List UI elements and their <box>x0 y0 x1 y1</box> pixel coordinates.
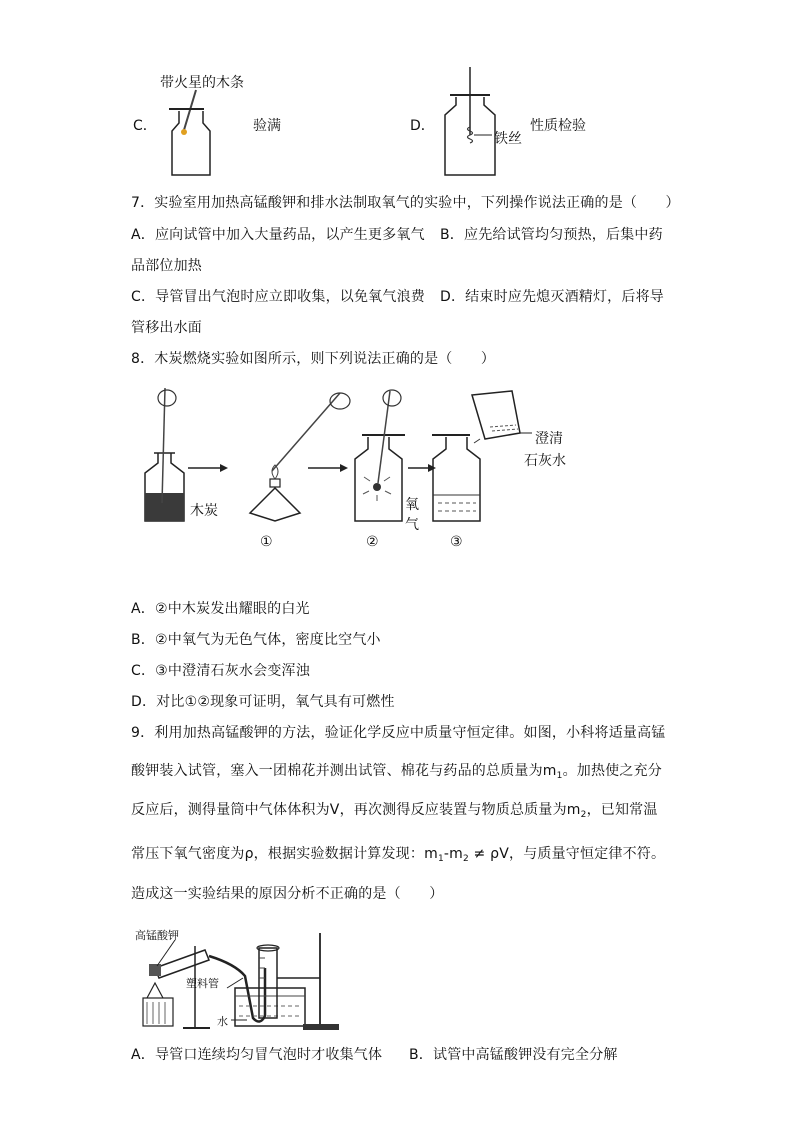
step-3-label: ③ <box>450 534 463 550</box>
question-9-line3: 反应后，测得量筒中气体体积为V，再次测得反应装置与物质总质量为$m_2$，已知常温 <box>131 802 658 820</box>
q8-option-d: D．对比①②现象可证明，氧气具有可燃性 <box>131 694 395 710</box>
step-2-label: ② <box>366 534 379 550</box>
alcohol-lamp <box>250 393 350 521</box>
q8-option-a: A．②中木炭发出耀眼的白光 <box>131 601 310 617</box>
option-d-letter: D． <box>410 118 435 134</box>
water-label: 水 <box>217 1015 228 1028</box>
q7-option-d-line1: D．结束时应先熄灭酒精灯，后将导 <box>440 289 664 305</box>
option-d-text: 性质检验 <box>530 118 586 134</box>
step-1-label: ① <box>260 534 273 550</box>
oxygen-label-2: 气 <box>405 517 419 533</box>
option-c-letter: C． <box>133 118 157 134</box>
charcoal-label: 木炭 <box>190 503 218 519</box>
question-8-stem: 8．木炭燃烧实验如图所示，则下列说法正确的是（ ） <box>131 351 496 367</box>
charcoal-jar <box>145 388 184 521</box>
kmno4-label: 高锰酸钾 <box>135 929 179 942</box>
q7-option-d-line2: 管移出水面 <box>131 320 202 336</box>
charcoal-combustion-figure <box>140 383 580 553</box>
option-c-text: 验满 <box>253 118 281 134</box>
plastic-tube-label: 塑料管 <box>186 977 219 990</box>
iron-wire-test-diagram <box>440 65 500 180</box>
question-9-line2: 酸钾装入试管，塞入一团棉花并测出试管、棉花与药品的总质量为$m_1$。加热使之充分 <box>131 763 662 781</box>
q7-option-a: A．应向试管中加入大量药品，以产生更多氧气 <box>131 227 425 243</box>
question-9-line5: 造成这一实验结果的原因分析不正确的是（ ） <box>131 886 444 902</box>
question-9-line4: 常压下氧气密度为ρ，根据实验数据计算发现：$m_1-m_2 \ne \rho V$，与质量守恒定律不符。 <box>131 846 666 864</box>
q7-option-b-line2: 品部位加热 <box>131 258 202 274</box>
q8-option-b: B．②中氧气为无色气体，密度比空气小 <box>131 632 381 648</box>
question-9-line1: 9．利用加热高锰酸钾的方法，验证化学反应中质量守恒定律。如图，小科将适量高锰 <box>131 725 666 741</box>
limewater-label-2: 石灰水 <box>524 453 566 469</box>
oxygen-full-test-diagram <box>160 85 220 180</box>
q9-option-a: A．导管口连续均匀冒气泡时才收集气体 <box>131 1047 383 1063</box>
oxygen-jar <box>355 390 405 521</box>
q7-option-c: C．导管冒出气泡时应立即收集，以免氧气浪费 <box>131 289 425 305</box>
glowing-stick-label: 带火星的木条 <box>160 75 244 91</box>
q8-option-c: C．③中澄清石灰水会变浑浊 <box>131 663 310 679</box>
limewater-label-1: 澄清 <box>535 431 563 447</box>
question-7-stem: 7．实验室用加热高锰酸钾和排水法制取氧气的实验中，下列操作说法正确的是（ ） <box>131 195 680 211</box>
limewater-jar <box>432 391 532 521</box>
q7-option-b-line1: B．应先给试管均匀预热，后集中药 <box>440 227 663 243</box>
oxygen-label-1: 氧 <box>405 497 419 513</box>
q9-option-b: B．试管中高锰酸钾没有完全分解 <box>409 1047 618 1063</box>
potassium-permanganate-apparatus <box>135 928 365 1033</box>
iron-wire-label: 铁丝 <box>494 131 522 147</box>
